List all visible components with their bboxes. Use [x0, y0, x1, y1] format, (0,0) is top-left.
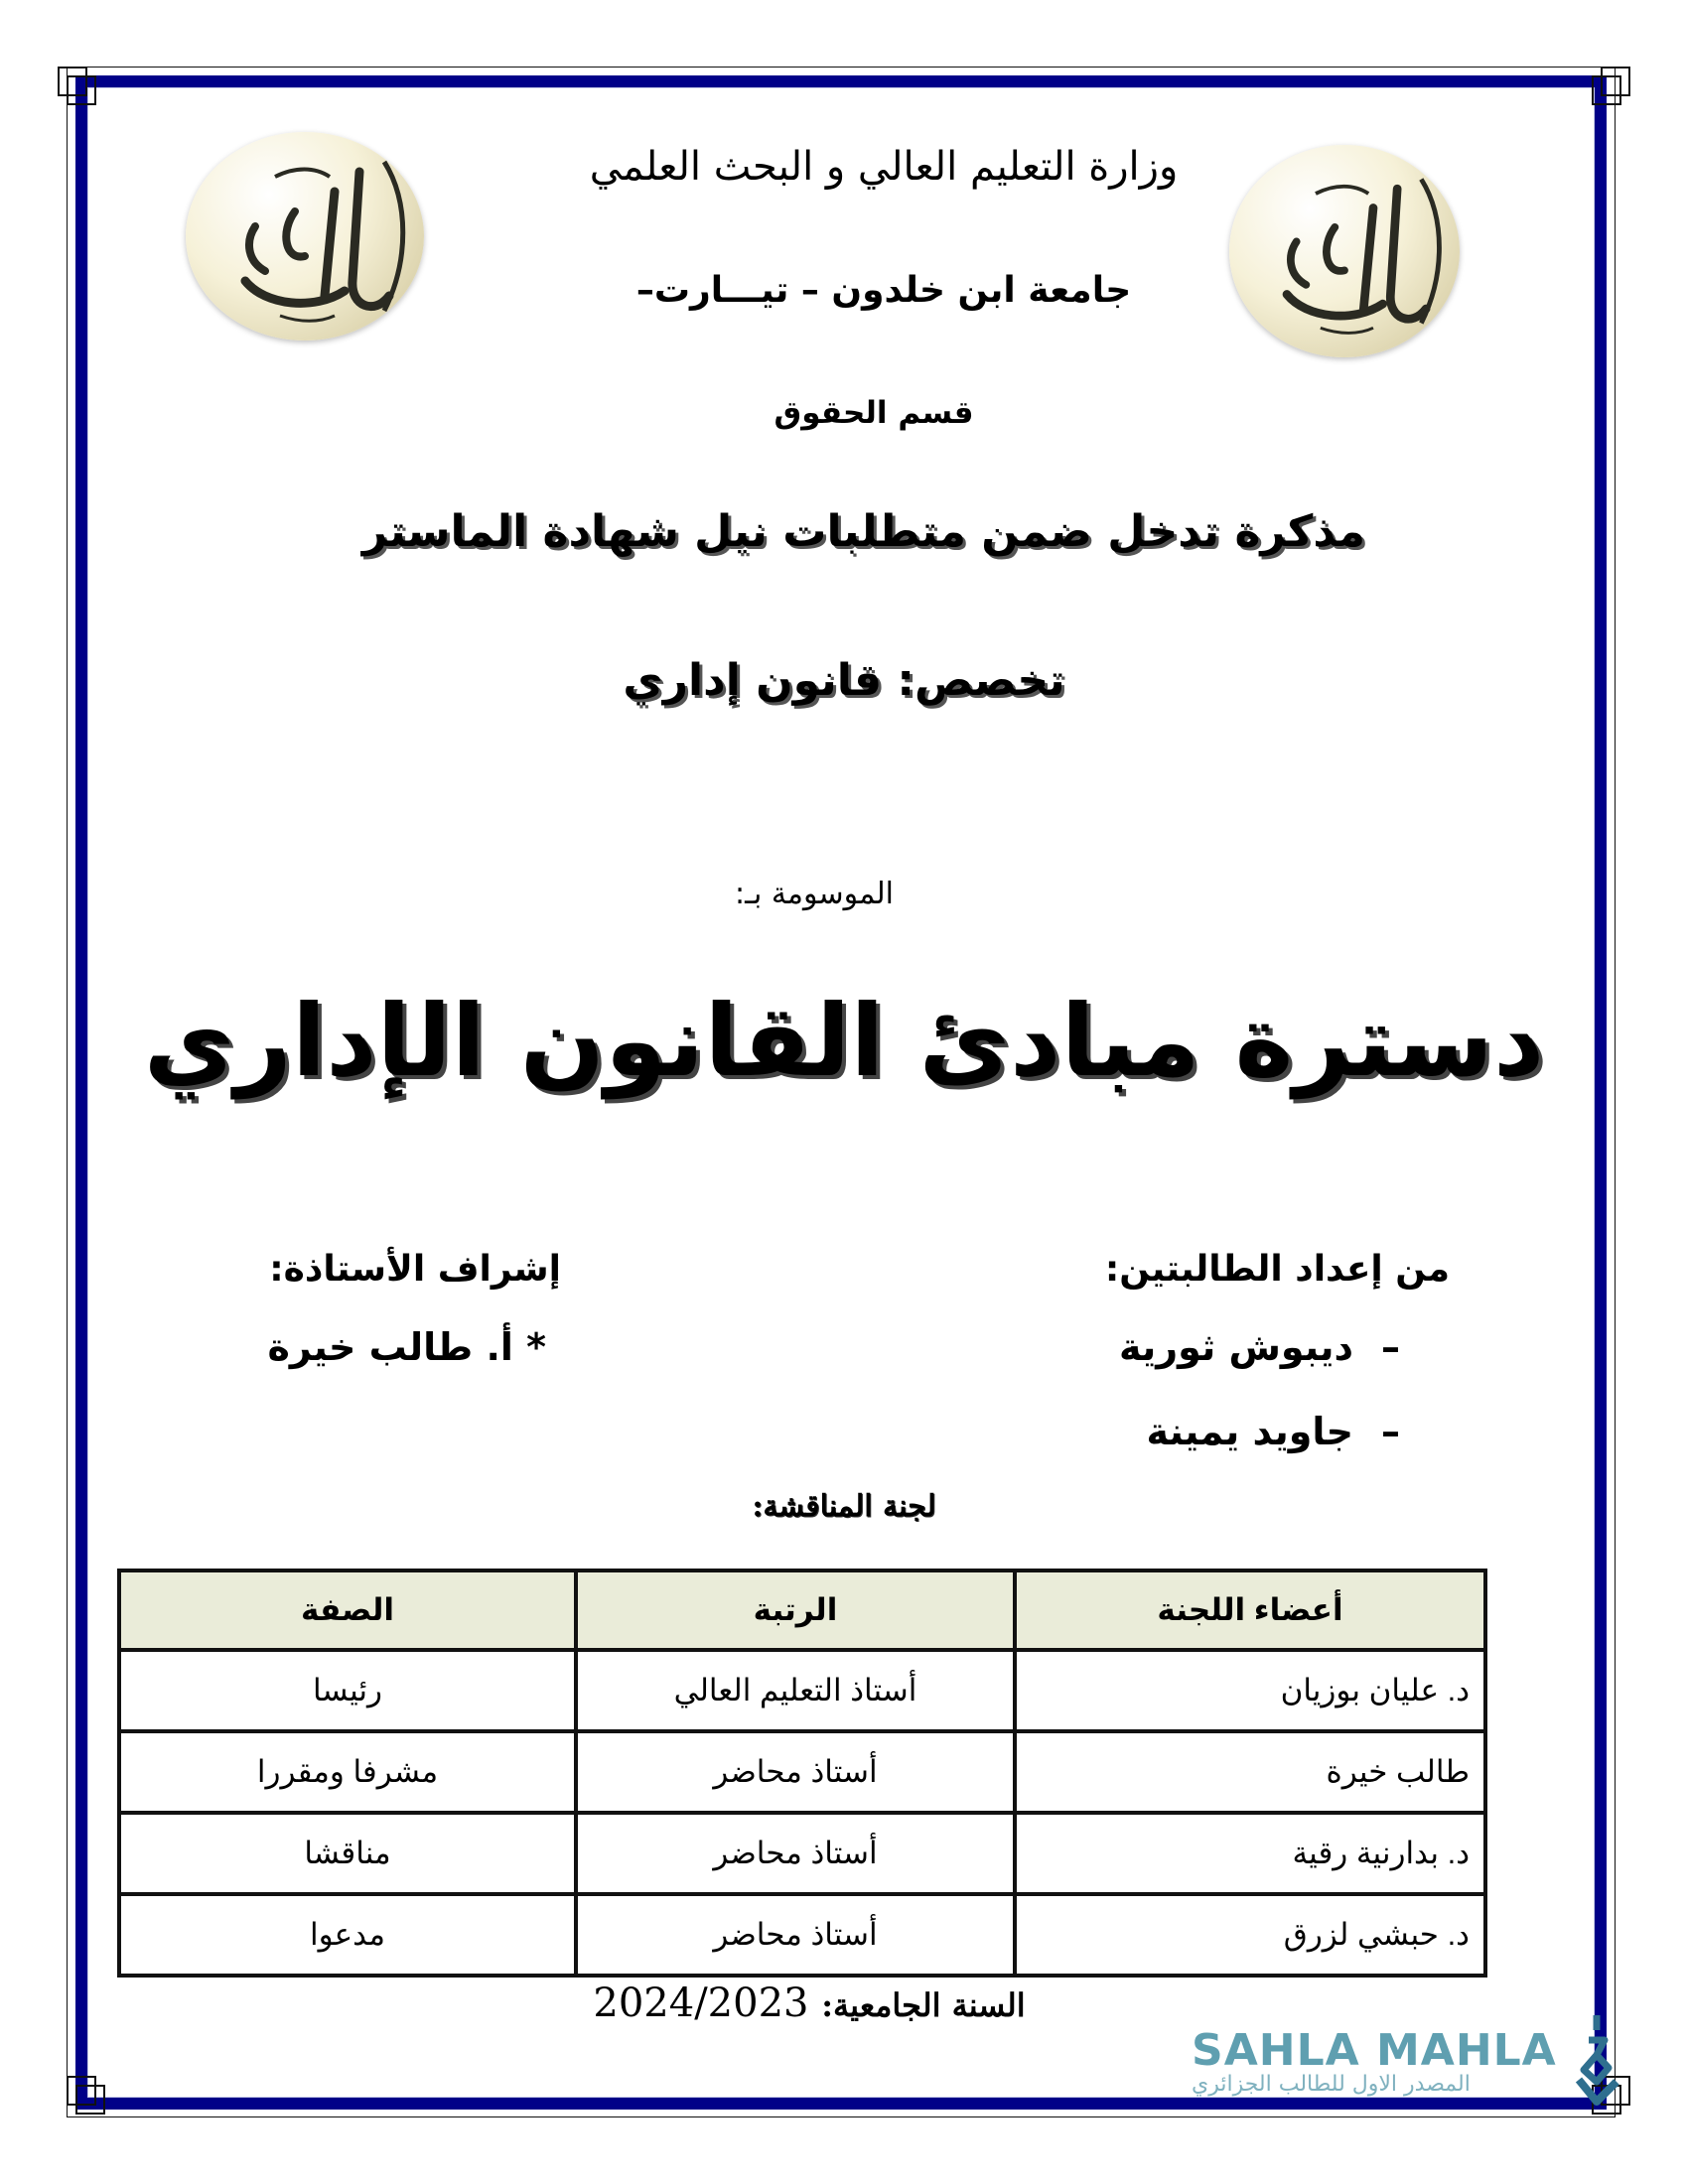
titled-label: الموسومة بـ: — [735, 877, 894, 911]
student-name — [1146, 1410, 1400, 1453]
supervisor-name: * أ. طالب خيرة — [267, 1325, 546, 1369]
list-dash: – — [1381, 1325, 1400, 1369]
sahla-mahla-watermark — [1192, 2025, 1589, 2097]
department-name: قسم الحقوق — [774, 395, 974, 431]
border-corner-ornament — [1592, 75, 1621, 105]
thesis-title: دسترة مبادئ القانون الإداري — [143, 983, 1545, 1099]
role-cell: رئيسا — [119, 1650, 576, 1731]
member-cell: طالب خيرة — [1015, 1731, 1485, 1813]
border-corner-ornament — [67, 75, 96, 105]
table-header-row — [119, 1570, 1485, 1650]
table-row — [119, 1731, 1485, 1813]
watermark-subtitle: المصدر الاول للطالب الجزائري — [1192, 2072, 1471, 2097]
role-cell: مدعوا — [119, 1894, 576, 1976]
table-row — [119, 1894, 1485, 1976]
committee-title: لجنة المناقشة: — [752, 1489, 936, 1524]
student-name-text: ديبوش ثورية — [1118, 1325, 1353, 1369]
ministry-name: وزارة التعليم العالي و البحث العلمي — [589, 144, 1179, 190]
border-corner-ornament — [75, 2085, 105, 2115]
committee-table — [117, 1569, 1487, 1978]
academic-year — [0, 1980, 1653, 2026]
specialization: تخصص: قانون إداري — [623, 655, 1065, 706]
role-cell: مشرفا ومقررا — [119, 1731, 576, 1813]
member-cell: د. عليان بوزيان — [1015, 1650, 1485, 1731]
table-row — [119, 1650, 1485, 1731]
student-name — [1119, 1325, 1400, 1369]
university-name: جامعة ابن خلدون – تيـــارت– — [635, 270, 1132, 311]
rank-cell: أستاذ محاضر — [576, 1894, 1015, 1976]
column-header-members: أعضاء اللجنة — [1015, 1570, 1485, 1650]
column-header-role: الصفة — [119, 1570, 576, 1650]
rank-cell: أستاذ محاضر — [576, 1813, 1015, 1894]
list-dash: – — [1381, 1410, 1400, 1453]
member-cell: د. حبشي لزرق — [1015, 1894, 1485, 1976]
student-name-text: جاويد يمينة — [1146, 1410, 1353, 1453]
rank-cell: أستاذ محاضر — [576, 1731, 1015, 1813]
rank-cell: أستاذ التعليم العالي — [576, 1650, 1015, 1731]
students-heading: من إعداد الطالبتين: — [1104, 1249, 1450, 1290]
sahla-mahla-logo-icon — [1569, 2010, 1623, 2110]
role-cell: مناقشا — [119, 1813, 576, 1894]
table-row — [119, 1813, 1485, 1894]
member-cell: د. بدارنية رقية — [1015, 1813, 1485, 1894]
watermark-title: SAHLA MAHLA — [1192, 2025, 1557, 2076]
supervisor-heading: إشراف الأستاذة: — [269, 1249, 561, 1290]
academic-year-value: 2024/2023 — [593, 1980, 809, 2026]
column-header-rank: الرتبة — [576, 1570, 1015, 1650]
academic-year-label: السنة الجامعية: — [821, 1986, 1026, 2024]
memo-purpose: مذكرة تدخل ضمن متطلبات نيل شهادة الماستر — [361, 506, 1366, 557]
